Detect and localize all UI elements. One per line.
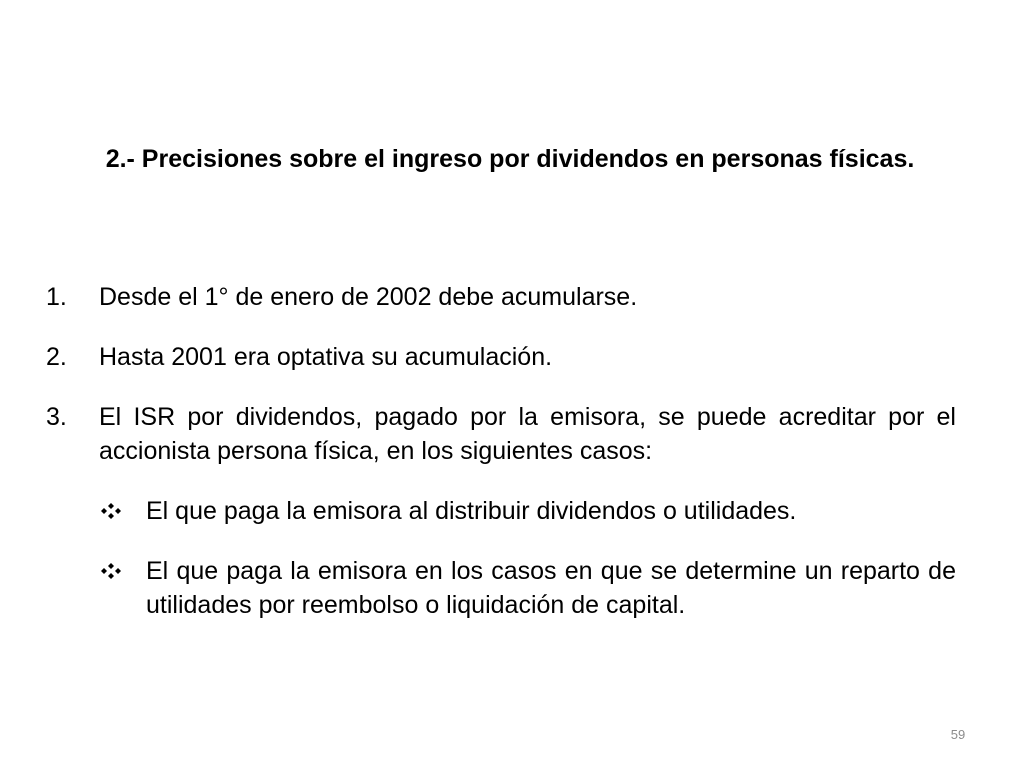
list-item xyxy=(46,280,956,314)
bullet-item xyxy=(99,554,956,622)
list-item-number: 3. xyxy=(46,403,67,431)
four-diamond-bullet-icon xyxy=(101,503,121,519)
numbered-list xyxy=(46,280,956,648)
list-item xyxy=(46,340,956,374)
bullet-item-text: El que paga la emisora al distribuir dividendos o utilidades. xyxy=(146,497,797,525)
bullet-item xyxy=(99,494,956,528)
list-item-number: 1. xyxy=(46,283,67,311)
list-item xyxy=(46,400,956,622)
four-diamond-bullet-icon xyxy=(101,563,121,579)
list-item-text: Desde el 1° de enero de 2002 debe acumularse. xyxy=(99,283,638,311)
list-item-text: El ISR por dividendos, pagado por la emisora, se puede acreditar por el accionista persona física, en los siguientes casos: xyxy=(99,403,956,465)
bullet-item-text: El que paga la emisora en los casos en que se determine un reparto de utilidades por reembolso o liquidación de capital. xyxy=(146,557,956,619)
list-item-number: 2. xyxy=(46,343,67,371)
slide-title: 2.- Precisiones sobre el ingreso por dividendos en personas físicas. xyxy=(105,145,915,173)
bullet-list xyxy=(99,494,956,622)
page-number: 59 xyxy=(950,727,966,742)
list-item-text: Hasta 2001 era optativa su acumulación. xyxy=(99,343,553,371)
